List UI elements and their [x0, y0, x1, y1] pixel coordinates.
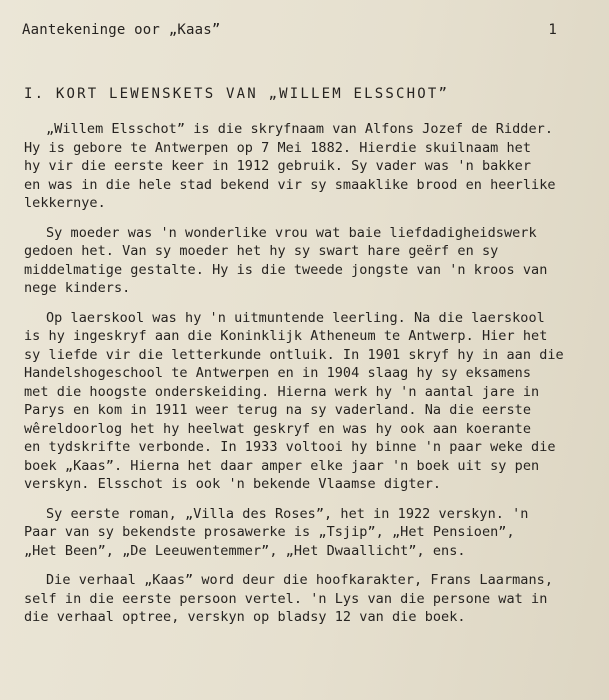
text-line: en was in die hele stad bekend vir sy smaaklike brood en heerlike	[24, 176, 556, 193]
body-text	[24, 120, 584, 638]
paragraph	[24, 224, 584, 298]
text-line: Hy is gebore te Antwerpen op 7 Mei 1882. Hierdie skuilnaam het	[24, 139, 532, 156]
text-line: self in die eerste persoon vertel. 'n Lys van die persone wat in	[24, 590, 548, 607]
text-line: nege kinders.	[24, 280, 131, 296]
text-line: boek „Kaas”. Hierna het daar amper elke jaar 'n boek uit sy pen	[24, 457, 540, 474]
text-line: Die verhaal „Kaas” word deur die hoofkarakter, Frans Laarmans,	[46, 572, 554, 588]
running-header	[22, 22, 557, 42]
paragraph	[24, 505, 584, 561]
paragraph	[24, 571, 584, 627]
text-line: hy vir die eerste keer in 1912 gebruik. Sy vader was 'n bakker	[24, 158, 532, 174]
text-line: sy liefde vir die letterkunde ontluik. In 1901 skryf hy in aan die	[24, 346, 564, 363]
paragraph	[24, 120, 584, 213]
section-heading: I. KORT LEWENSKETS VAN „WILLEM ELSSCHOT”	[24, 86, 450, 102]
text-line: lekkernye.	[24, 195, 106, 211]
text-line: Handelshogeschool te Antwerpen en in 1904 slaag hy sy eksamens	[24, 365, 532, 381]
page-number: 1	[548, 22, 557, 38]
text-line: „Willem Elsschot” is die skryfnaam van Alfons Jozef de Ridder.	[46, 121, 554, 137]
text-line: middelmatige gestalte. Hy is die tweede jongste van 'n kroos van	[24, 261, 548, 278]
text-line: Op laerskool was hy 'n uitmuntende leerling. Na die laerskool	[46, 309, 545, 326]
text-line: en tydskrifte verbonde. In 1933 voltooi hy binne 'n paar weke die	[24, 439, 556, 455]
text-line: verskyn. Elsschot is ook 'n bekende Vlaamse digter.	[24, 476, 442, 492]
text-line: wêreldoorlog het hy heelwat geskryf en was hy ook aan koerante	[24, 420, 532, 437]
text-line: met die hoogste onderskeiding. Hierna werk hy 'n aantal jare in	[24, 383, 540, 400]
paragraph	[24, 309, 584, 494]
text-line: Paar van sy bekendste prosawerke is „Tsjip”, „Het Pensioen”,	[24, 524, 515, 540]
text-line: gedoen het. Van sy moeder het hy sy swart hare geërf en sy	[24, 243, 499, 259]
text-line: die verhaal optree, verskyn op bladsy 12 van die boek.	[24, 609, 466, 625]
text-line: is hy ingeskryf aan die Koninklijk Atheneum te Antwerp. Hier het	[24, 328, 548, 344]
text-line: Sy moeder was 'n wonderlike vrou wat baie liefdadigheidswerk	[46, 224, 537, 241]
text-line: „Het Been”, „De Leeuwentemmer”, „Het Dwaallicht”, ens.	[24, 542, 466, 559]
text-line: Sy eerste roman, „Villa des Roses”, het in 1922 verskyn. 'n	[46, 505, 529, 522]
text-line: Parys en kom in 1911 weer terug na sy vaderland. Na die eerste	[24, 402, 532, 418]
header-title: Aantekeninge oor „Kaas”	[22, 22, 221, 38]
